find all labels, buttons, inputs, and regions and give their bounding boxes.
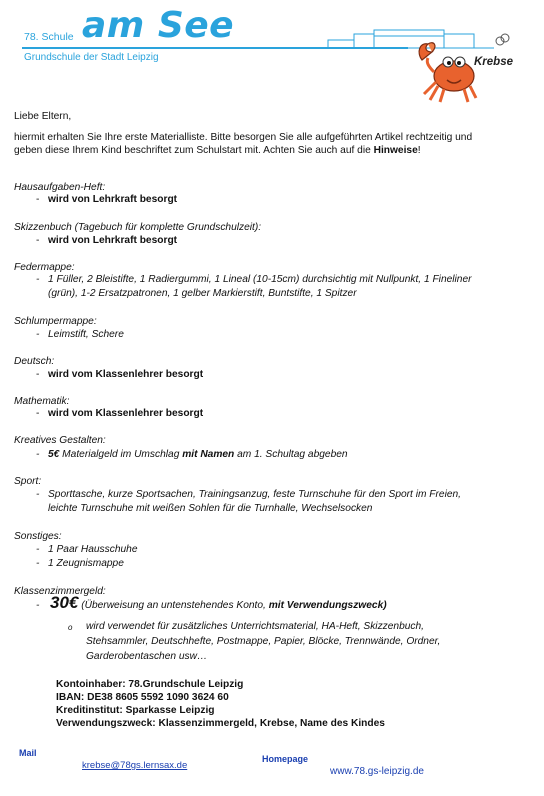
mascot-label: Krebse	[474, 56, 513, 68]
item-text: 1 Füller, 2 Bleistifte, 1 Radiergummi, 1 Lineal (10-15cm) durchsichtig mit Nullpunkt, 1 Fineliner	[48, 274, 472, 285]
sub-item-text-continued: Garderobentaschen usw…	[86, 651, 208, 662]
item-text: wird von Lehrkraft besorgt	[48, 194, 178, 205]
section-title-sonstiges: Sonstiges:	[14, 531, 62, 542]
item-bold: mit Namen	[182, 449, 235, 460]
item-text: wird vom Klassenlehrer besorgt	[48, 408, 204, 419]
section-title-kreatives: Kreatives Gestalten:	[14, 435, 106, 446]
amount: 5€	[48, 449, 60, 460]
mail-label: Mail	[19, 748, 37, 758]
item-text: wird von Lehrkraft besorgt	[48, 235, 178, 246]
intro-line-2	[14, 144, 421, 157]
crab-mascot-icon	[414, 36, 494, 104]
section-title-deutsch: Deutsch:	[14, 356, 55, 367]
bank-reference: Verwendungszweck: Klassenzimmergeld, Krebse, Name des Kindes	[56, 718, 385, 729]
item-text: 1 Zeugnismappe	[48, 558, 124, 569]
section-title-mathematik: Mathematik:	[14, 396, 70, 407]
item-text: (Überweisung an untenstehendes Konto,	[81, 600, 269, 611]
item-text: Materialgeld im Umschlag	[59, 449, 183, 460]
item-text: wird vom Klassenlehrer besorgt	[48, 369, 204, 380]
section-title-sport: Sport:	[14, 476, 42, 487]
amount: 30€	[50, 593, 79, 612]
mail-link[interactable]: krebse@78gs.lernsax.de	[82, 760, 188, 771]
sub-item-text: wird verwendet für zusätzliches Unterrichtsmaterial, HA-Heft, Skizzenbuch,	[86, 621, 425, 632]
section-title-schlumpermappe: Schlumpermappe:	[14, 316, 97, 327]
section-title-skizzenbuch: Skizzenbuch (Tagebuch für komplette Grundschulzeit):	[14, 222, 262, 233]
bank-institute: Kreditinstitut: Sparkasse Leipzig	[56, 705, 215, 716]
school-brand-title: am See	[82, 5, 235, 46]
sub-item-text-continued: Stehsammler, Deutschhefte, Postmappe, Papier, Blöcke, Trennwände, Ordner,	[86, 636, 441, 647]
section-title-klassenzimmergeld: Klassenzimmergeld:	[14, 586, 106, 597]
school-number: 78. Schule	[24, 31, 74, 43]
bank-account-holder: Kontoinhaber: 78.Grundschule Leipzig	[56, 679, 244, 690]
greeting: Liebe Eltern,	[14, 111, 72, 122]
intro-line-2-end: !	[417, 145, 421, 156]
intro-line-2-text: geben diese Ihrem Kind beschriftet zum Schulstart mit. Achten Sie auch auf die	[14, 145, 374, 156]
item-text: 1 Paar Hausschuhe	[48, 544, 138, 555]
intro-hinweise: Hinweise	[373, 145, 418, 156]
homepage-label: Homepage	[262, 754, 309, 764]
section-title-federmappe: Federmappe:	[14, 262, 75, 273]
school-subtitle: Grundschule der Stadt Leipzig	[24, 52, 159, 63]
homepage-url[interactable]: www.78.gs-leipzig.de	[330, 766, 424, 777]
item-bold: mit Verwendungszweck)	[268, 600, 387, 611]
item-text: Leimstift, Schere	[48, 329, 124, 340]
bank-iban: IBAN: DE38 8605 5592 1090 3624 60	[56, 692, 229, 703]
intro-line-1: hiermit erhalten Sie Ihre erste Materialliste. Bitte besorgen Sie alle aufgeführten Artikel rechtzeitig und	[14, 132, 473, 143]
item-text: am 1. Schultag abgeben	[234, 449, 348, 460]
item-text-continued: leichte Turnschuhe mit weißen Sohlen für die Turnhalle, Wechselsocken	[48, 503, 373, 514]
item-text-continued: (grün), 1-2 Ersatzpatronen, 1 gelber Markierstift, Buntstifte, 1 Spitzer	[48, 288, 357, 299]
item-text: Sporttasche, kurze Sportsachen, Trainingsanzug, feste Turnschuhe für den Sport im Freien,	[48, 489, 461, 500]
section-title-hausaufgaben: Hausaufgaben-Heft:	[14, 182, 106, 193]
